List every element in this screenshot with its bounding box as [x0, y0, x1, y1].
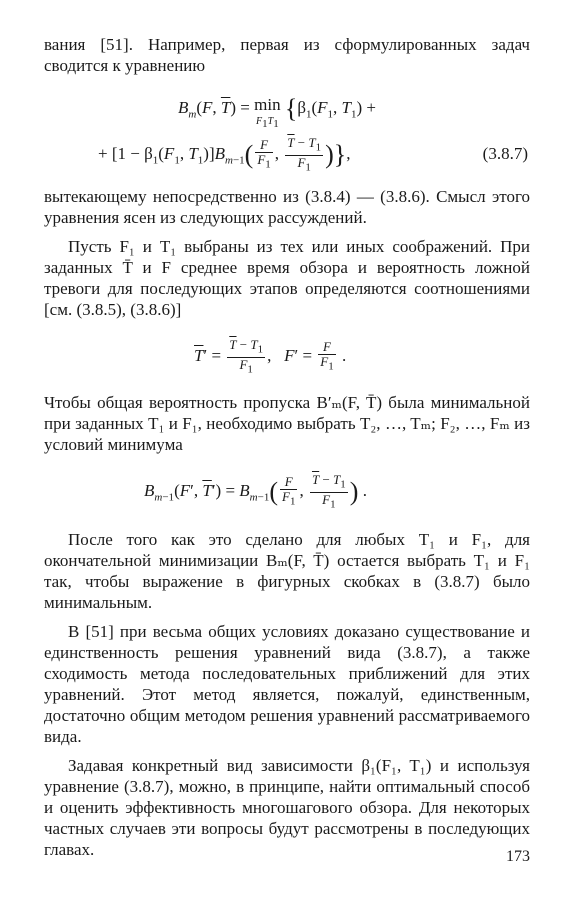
equation-minimum: $B_{m-1}(F'$, $\overline{T}') = B_{m-1}$( $\frac{F}{F_1}$ , $\frac{\overline{T} - T_1}{F_1}$ ) . [144, 472, 367, 511]
page-number: 173 [506, 848, 530, 865]
paragraph-6: В [51] при весьма общих условиях доказано существование и единственность решения уравнений вида (3.8.7), а также сходимость метода последовательных приближений для этих уравнений. Этот метод является, пожалуй, единственным, достаточно общим методом решения уравнений рассматриваемого вида. [44, 622, 530, 746]
equation-t-prime: $\overline{T}'$ = $\frac{\overline{T} - T_1}{F_1}$ , F′ = $\frac{F}{F_1}$ . [194, 337, 347, 376]
paragraph-3: Пусть F₁ и T₁ выбраны из тех или иных соображений. При заданных T̄ и F среднее время обзора и вероятность ложной тревоги для последующих этапов определяются соотношениями [см. (3.8.5), (3.8.6)] [44, 237, 530, 319]
equation-3-8-7-line-1: $B_m(F$, $\overline{T}) = \min$ $F_1T_1$ {$\beta_1(F_1$, $T_1$) + [178, 94, 376, 130]
equation-number: (3.8.7) [482, 144, 528, 163]
paragraph-7: Задавая конкретный вид зависимости β₁(F₁, T₁) и используя уравнение (3.8.7), можно, в принципе, найти оптимальный способ и оценить эффективность многошагового обзора. Для некоторых частных случаев эти вопросы будут рассмотрены в последующих главах. [44, 756, 530, 859]
page-body [44, 34, 530, 860]
equation-3-8-7-line-2: + [$1 - \beta_1(F_1$, $T_1)]B_{m-1}$( $\frac{F}{F_1}$ , $\frac{\overline{T} - T_1}{F_1}$ )}, (3.8.7) [98, 135, 528, 174]
paragraph-2: вытекающему непосредственно из (3.8.4) — (3.8.6). Смысл этого уравнения ясен из следующих рассуждений. [44, 187, 530, 227]
paragraph-5: После того как это сделано для любых T₁ и F₁, для окончательной минимизации Bₘ(F, T̄) остается выбрать T₁ и F₁ так, чтобы выражение в фигурных скобках в (3.8.7) было минимальным. [44, 530, 530, 612]
paragraph-4: Чтобы общая вероятность пропуска B′ₘ(F, T̄) была минимальной при заданных T₁ и F₁, необходимо выбрать T₂, …, Tₘ; F₂, …, Fₘ из условий минимума [44, 393, 530, 454]
paragraph-1: вания [51]. Например, первая из сформулированных задач сводится к уравнению [44, 35, 530, 75]
